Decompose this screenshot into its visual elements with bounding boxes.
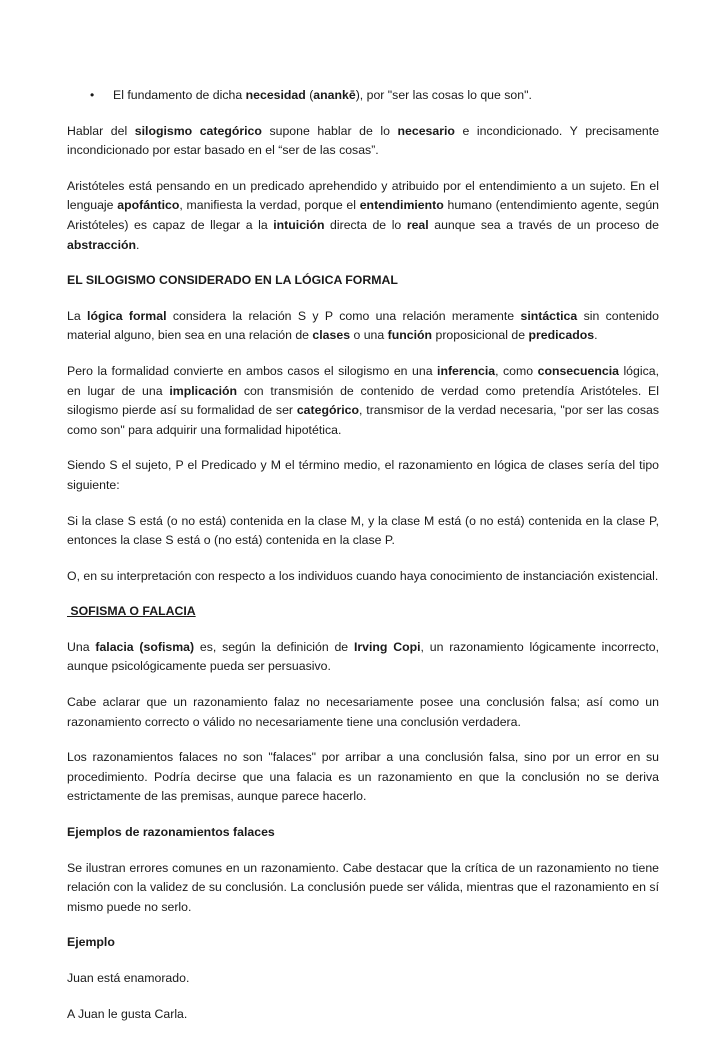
paragraph-juan-carla: A Juan le gusta Carla.	[67, 1006, 188, 1021]
bullet-text: El fundamento de dicha necesidad (anankē), por "ser las cosas lo que son".	[113, 88, 532, 102]
paragraph-silogismo-categorico: Hablar del silogismo categórico supone hablar de lo necesario e incondicionado. Y precisamente incondicionado por estar basado en el “ser de las cosas”.	[67, 123, 660, 158]
paragraph-falacia-definicion: Una falacia (sofisma) es, según la definición de Irving Copi, un razonamiento lógicamente incorrecto, aunque psicológicamente pueda ser persuasivo.	[67, 639, 659, 674]
bullet-item	[67, 86, 659, 106]
heading-ejemplo: Ejemplo	[67, 935, 115, 950]
document-page	[67, 86, 659, 1040]
paragraph-logica-formal: La lógica formal considera la relación S y P como una relación meramente sintáctica sin contenido material alguno, bien sea en una relación de clases o una función proposicional de predicados.	[67, 308, 659, 343]
paragraph-cabe-aclarar: Cabe aclarar que un razonamiento falaz no necesariamente posee una conclusión falsa; así como un razonamiento correcto o válido no necesariamente tiene una conclusión verdadera.	[67, 695, 659, 729]
paragraph-aristoteles: Aristóteles está pensando en un predicado aprehendido y atribuido por el entendimiento a un sujeto. En el lenguaje apofántico, manifiesta la verdad, porque el entendimiento humano (entendimiento agente, según Aristóteles) es capaz de llegar a la intuición directa de lo real aunque sea a través de un proceso de abstracción.	[67, 178, 659, 252]
paragraph-siendo-s: Siendo S el sujeto, P el Predicado y M el término medio, el razonamiento en lógica de clases sería del tipo siguiente:	[67, 458, 659, 492]
heading-sofisma: SOFISMA O FALACIA	[67, 604, 196, 619]
paragraph-interpretacion: O, en su interpretación con respecto a los individuos cuando haya conocimiento de instanciación existencial.	[67, 568, 659, 583]
bullet-dot-icon: •	[90, 88, 95, 102]
paragraph-formalidad: Pero la formalidad convierte en ambos casos el silogismo en una inferencia, como consecuencia lógica, en lugar de una implicación con transmisión de contenido de verdad como pretendía Aristóteles. El silogismo pierde así su formalidad de ser categórico, transmisor de la verdad necesaria, "por ser las cosas como son" para adquirir una formalidad hipotética.	[67, 363, 659, 437]
paragraph-juan-enamorado: Juan está enamorado.	[67, 971, 190, 985]
paragraph-clase-s: Si la clase S está (o no está) contenida en la clase M, y la clase M está (o no está) contenida en la clase P, entonces la clase S está o (no está) contenida en la clase P.	[67, 513, 659, 548]
heading-logica-formal: EL SILOGISMO CONSIDERADO EN LA LÓGICA FORMAL	[67, 273, 398, 288]
paragraph-errores-comunes: Se ilustran errores comunes en un razonamiento. Cabe destacar que la crítica de un razonamiento no tiene relación con la validez de su conclusión. La conclusión puede ser válida, mientras que el razonamiento en sí mismo puede no serlo.	[67, 860, 659, 914]
heading-ejemplos: Ejemplos de razonamientos falaces	[67, 825, 275, 840]
paragraph-razonamientos-falaces: Los razonamientos falaces no son "falaces" por arribar a una conclusión falsa, sino por un error en su procedimiento. Podría decirse que una falacia es un razonamiento en que la conclusión no se deriva estrictamente de las premisas, aunque parece hacerlo.	[67, 750, 659, 804]
